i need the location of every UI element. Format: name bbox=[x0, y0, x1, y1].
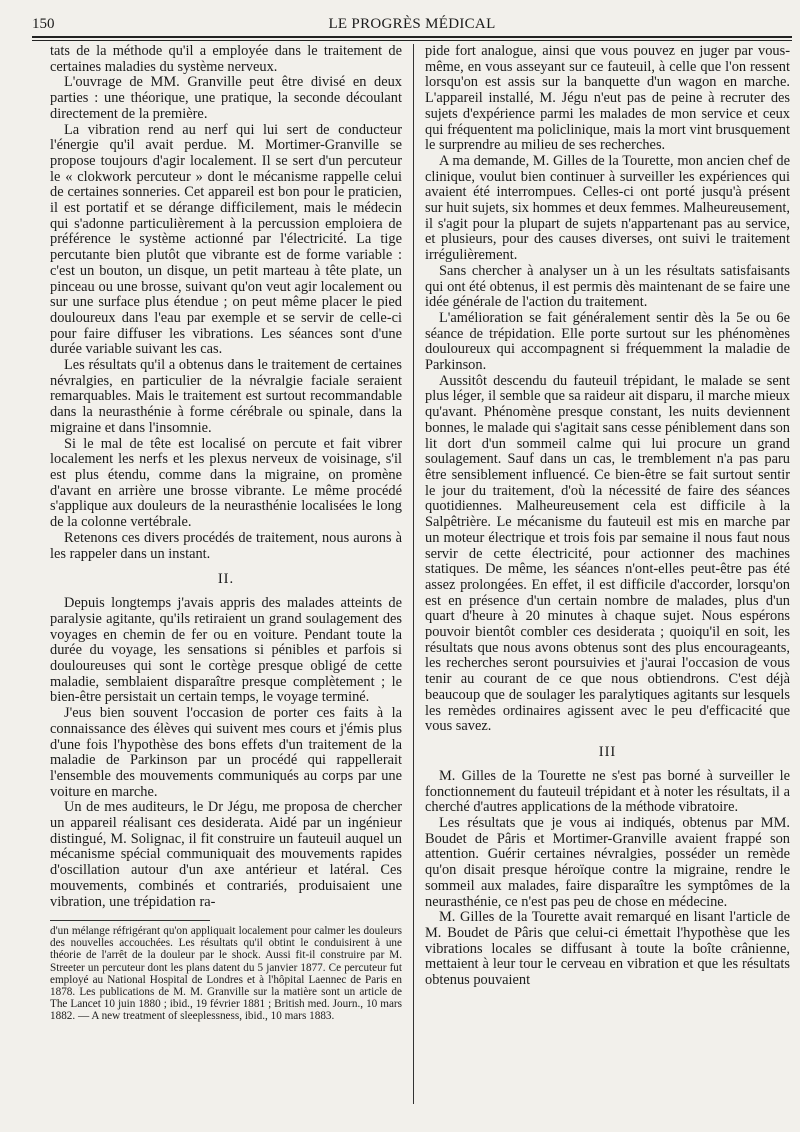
paragraph: Les résultats que je vous ai indiqués, obtenus par MM. Boudet de Pâris et Mortimer-Granville avaient frappé son attention. Guérir certaines névralgies, posséder un remède qu'on disait presque héroïque contre la migraine, rendre le sommeil aux malades, faire disparaître les symptômes de la neurasthénie, ce n'est pas peu de chose en médecine. bbox=[425, 815, 790, 910]
section-heading: II. bbox=[217, 571, 235, 588]
paragraph: Retenons ces divers procédés de traitement, nous aurons à les rappeler dans un instant. bbox=[50, 529, 402, 562]
page-header bbox=[32, 14, 792, 34]
paragraph: J'eus bien souvent l'occasion de porter ces faits à la connaissance des élèves qui suivent mes cours et j'émis plus d'une fois l'hypothèse des bons effets d'un traitement de la maladie de Parkinson par un procédé qui rappellerait l'ensemble des mouvements communiqués au corps par une voiture en marche. bbox=[50, 705, 402, 800]
paragraph: pide fort analogue, ainsi que vous pouvez en juger par vous-même, en vous asseyant sur ce fauteuil, à celle que l'on ressent lorsqu'on est assis sur la banquette d'un wagon en marche. L'appareil installé, M. Jégu n'eut pas de peine à recruter des sujets d'expérience parmi les malades de mon service et ceux qui fréquentent ma policlinique, mais la mort vint brusquement le surprendre au milieu de ses recherches. bbox=[425, 44, 790, 154]
page-number: 150 bbox=[32, 16, 55, 32]
section-heading: III bbox=[598, 743, 617, 760]
paragraph: A ma demande, M. Gilles de la Tourette, mon ancien chef de clinique, voulut bien continuer à surveiller les expériences qui avaient été interrompues. Celles-ci ont porté jusqu'à présent sur huit sujets, six hommes et deux femmes. Malheureusement, il s'agit pour la plupart de sujets n'appartenant pas au service, et plusieurs, pour des causes diverses, ont suivi le traitement irrégulièrement. bbox=[425, 152, 790, 264]
footnote: d'un mélange réfrigérant qu'on appliquait localement pour calmer les douleurs des nouvelles accouchées. Les résultats qu'il obtint le conduisirent à une théorie de l'arrêt de la douleur par le shock. Aussi fit-il construire par M. Streeter un percuteur dont les plans datent du 5 janvier 1877. Ce percuteur fut employé au National Hospital de Londres et à l'hôpital Laennec de Paris en 1878. Les publications de M. M. Granville sur la matière sont un article de The Lancet 10 juin 1880 ; ibid., 19 février 1881 ; British med. Journ., 10 mars 1882. — A new treatment of sleeplessness, ibid., 10 mars 1883. bbox=[50, 925, 402, 1022]
left-column bbox=[50, 44, 402, 1120]
paragraph: M. Gilles de la Tourette ne s'est pas borné à surveiller le fonctionnement du fauteuil trépidant et à noter les résultats, il a cherché d'autres applications de la méthode vibratoire. bbox=[425, 767, 790, 816]
column-divider bbox=[413, 44, 414, 1104]
paragraph: tats de la méthode qu'il a employée dans le traitement de certaines maladies du système nerveux. bbox=[50, 44, 402, 75]
paragraph: La vibration rend au nerf qui lui sert de conducteur l'énergie qu'il avait perdue. M. Mortimer-Granville se propose toujours d'agir localement. Il se sert d'un percuteur le « clokwork percuteur » dont le mécanisme rappelle celui de certaines sonneries. Cet appareil est bon pour le praticien, il est portatif et se dérange difficilement, mais le médecin qui s'adonne particulièrement à la percussion emploiera de préférence le système actionné par l'électricité. La tige percutante bien plutôt que vibrante est de forme variable : c'est un bouton, un disque, un petit marteau à tête plate, un pinceau ou une brosse, suivant qu'on veut agir localement ou sur une surface plus étendue ; on peut même placer le pied douloureux dans l'eau par exemple et se servir de celle-ci pour faire diffuser les vibrations. Les séances sont d'une durée variable suivant les cas. bbox=[50, 121, 402, 358]
paragraph: M. Gilles de la Tourette avait remarqué en lisant l'article de M. Boudet de Pâris que celui-ci émettait l'hypothèse que les vibrations locales se diffusant à toute la boîte crânienne, mettaient à leur tour le cerveau en vibration et que les résultats obtenus pouvaient bbox=[425, 909, 790, 989]
header-rule bbox=[32, 36, 792, 38]
paragraph: Les résultats qu'il a obtenus dans le traitement de certaines névralgies, en particulier de la névralgie faciale seraient remarquables. Mais le traitement est surtout recommandable dans la neurasthénie à forme cérébrale ou spinale, dans la migraine et dans l'insomnie. bbox=[50, 357, 402, 436]
footnote-rule bbox=[50, 920, 210, 921]
paragraph: Un de mes auditeurs, le Dr Jégu, me proposa de chercher un appareil réalisant ces desiderata. Aidé par un ingénieur distingué, M. Solignac, il fit construire un fauteuil auquel un mécanisme spécial communiquait des mouvements rapides d'oscillation autour d'un axe antérieur et latéral. Ces mouvements, combinés et contrariés, produisaient une vibration, une trépidation ra- bbox=[50, 799, 402, 910]
journal-title: LE PROGRÈS MÉDICAL bbox=[328, 16, 496, 32]
paragraph: Depuis longtemps j'avais appris des malades atteints de paralysie agitante, qu'ils retiraient un grand soulagement des voyages en chemin de fer ou en voiture. Pendant toute la durée du voyage, les sensations si pénibles et parfois si douloureuses qui sont le cortège presque obligé de cette maladie, semblaient disparaître presque complètement ; le bien-être persistait un certain temps, le voyage terminé. bbox=[50, 595, 402, 706]
paragraph: L'ouvrage de MM. Granville peut être divisé en deux parties : une théorique, une pratique, la seconde découlant directement de la première. bbox=[50, 74, 402, 122]
paragraph: Si le mal de tête est localisé on percute et fait vibrer localement les nerfs et les plexus nerveux de voisinage, s'il est plus étendu, comme dans la migraine, on promène d'avant en arrière une brosse vibrante. Le même procédé s'applique aux douleurs de la neurasthénie localisées le long de la colonne vertébrale. bbox=[50, 435, 402, 531]
right-column bbox=[425, 44, 790, 1120]
paragraph: L'amélioration se fait généralement sentir dès la 5e ou 6e séance de trépidation. Elle porte surtout sur les phénomènes douloureux qui accompagnent si fréquemment la maladie de Parkinson. bbox=[425, 309, 790, 374]
paragraph: Aussitôt descendu du fauteuil trépidant, le malade se sent plus léger, il semble que sa raideur ait disparu, il marche mieux qu'avant. Phénomène presque constant, les nuits deviennent bonnes, le malade qui s'agitait sans cesse péniblement dans son lit dort d'un sommeil calme qui lui procure un grand soulagement. Sauf dans un cas, le tremblement n'a pas paru être sensiblement influencé. Ce bien-être se fait surtout sentir le jour du traitement, d'où la nécessité de faire des séances quotidiennes. Malheureusement cela est difficile à la Salpêtrière. Le mécanisme du fauteuil est mis en marche par un moteur électrique et trois fois par semaine il nous faut nous servir de cette électricité, pour actionner des machines statiques. De même, les séances n'ont-elles peut-être pas été assez prolongées. En effet, il est difficile d'accorder, lorsqu'on est en présence d'un certain nombre de malades, plus d'un quart d'heure à 20 minutes à chaque sujet. Nous espérons pouvoir bientôt combler ces desiderata ; quoiqu'il en soit, les résultats que nous avons obtenus sont des plus encourageants, les recherches seront poursuivies et j'aurai l'occasion de vous tenir au courant de ce que nous obtiendrons. C'est déjà beaucoup que de soulager les paralytiques agitants sur lesquels les remèdes ordinaires agissent avec le peu d'efficacité que vous savez. bbox=[425, 372, 790, 735]
paragraph: Sans chercher à analyser un à un les résultats satisfaisants qui ont été obtenus, il est permis dès maintenant de se faire une idée générale de l'action du traitement. bbox=[425, 262, 790, 311]
header-rule-thin bbox=[32, 40, 792, 41]
